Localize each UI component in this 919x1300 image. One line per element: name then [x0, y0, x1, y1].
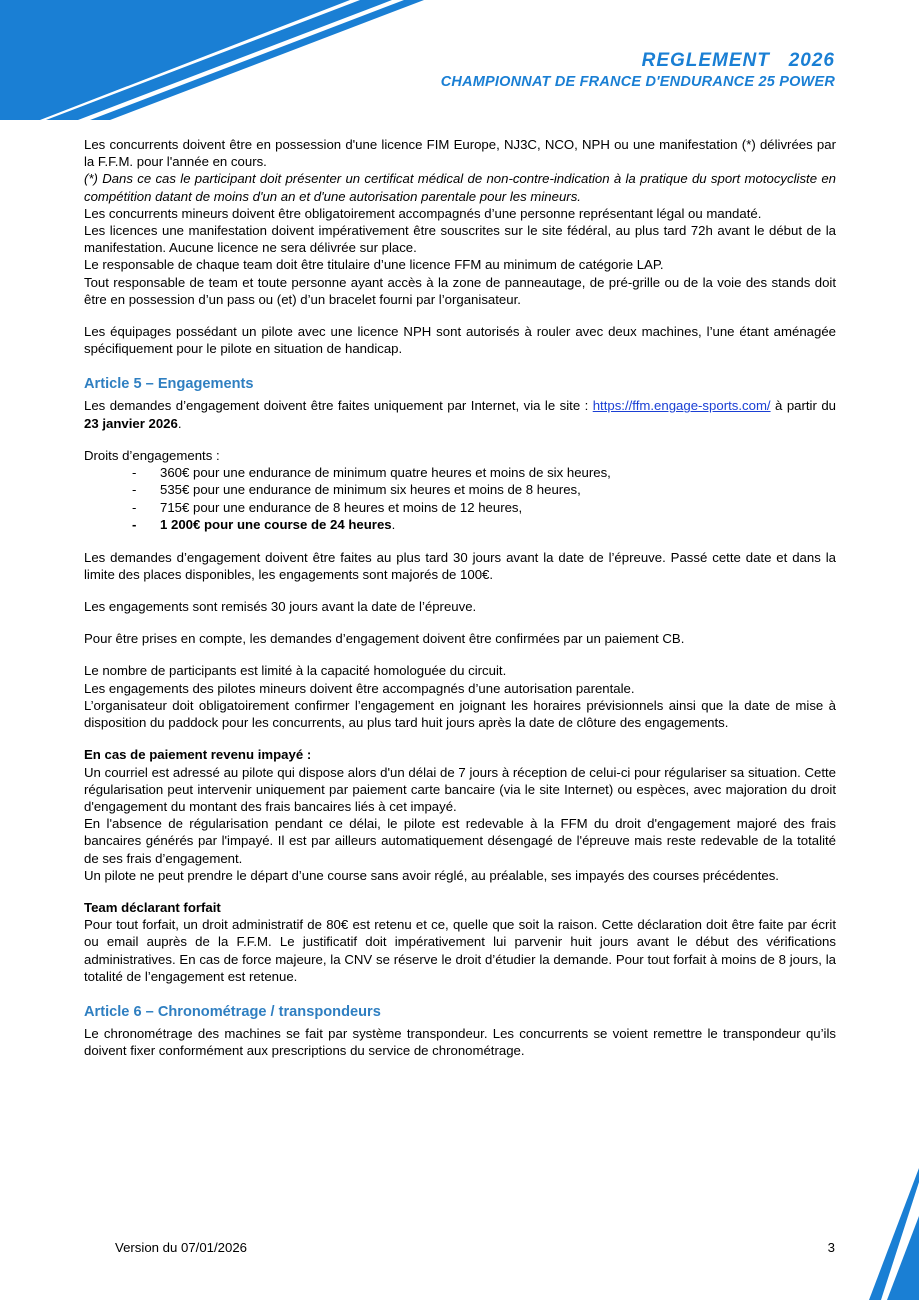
paragraph-impaye-3: Un pilote ne peut prendre le départ d’une course sans avoir réglé, au préalable, ses impayés des courses précédentes.: [84, 867, 779, 883]
paragraph-impaye-1: Un courriel est adressé au pilote qui dispose alors d'un délai de 7 jours à réception de celui-ci pour régulariser sa situation. Cette régularisation peut intervenir uniquement par paiement carte bancaire (via le site Internet) ou espèces, avec majoration du droit d'engagement du montant des frais bancaires liés à cet impayé.: [84, 764, 836, 814]
document-title-line: [441, 50, 835, 72]
droits-engagements-label: Droits d’engagements :: [84, 447, 220, 463]
document-year: 2026: [788, 50, 835, 71]
paragraph-nombre-participants: Le nombre de participants est limité à la capacité homologuée du circuit.: [84, 663, 507, 679]
list-item-label: 715€ pour une endurance de 8 heures et moins de 12 heures,: [160, 499, 523, 515]
paragraph-pass-bracelet: Tout responsable de team et toute personne ayant accès à la zone de panneautage, de pré-grille ou de la voie des stands doit être en possession d’un pass ou (et) d’un bracelet fourni par l’organisateur.: [84, 274, 836, 307]
list-item-label: 535€ pour une endurance de minimum six heures et moins de 8 heures,: [160, 482, 581, 498]
footer-decoration: [739, 1120, 919, 1300]
engagement-site-link[interactable]: https://ffm.engage-sports.com/: [592, 398, 771, 414]
document-title: REGLEMENT: [641, 50, 770, 71]
document-header-titles: [441, 50, 835, 92]
paragraph-forfait: Pour tout forfait, un droit administratif de 80€ est retenu et ce, quelle que soit la raison. Cette déclaration doit être faite par écrit ou email auprès de la F.F.M. Le justificatif doit impérativement lui parvenir huit jours avant le début des vérifications administratives. En cas de force majeure, la CNV se réserve le droit d’étudier la demande. Pour tout forfait à moins de 8 jours, la totalité de l’engagement est retenue.: [84, 917, 836, 984]
list-dash: -: [132, 499, 137, 515]
droits-engagements-list: [84, 464, 836, 534]
paragraph-mineurs: Les concurrents mineurs doivent être obligatoirement accompagnés d’une personne représentant légal ou mandaté.: [84, 205, 762, 221]
paragraph-chronometrage: Le chronométrage des machines se fait par système transpondeur. Les concurrents se voient remettre le transpondeur qu’ils doivent fixer conformément aux prescriptions du service de chronométrage.: [84, 1025, 836, 1059]
engagement-apartir-text: à partir du: [770, 398, 836, 414]
list-item: [84, 481, 836, 498]
section-title-article-5: Article 5 – Engagements: [84, 376, 254, 393]
list-item: [84, 464, 836, 481]
footer-version: Version du 07/01/2026: [115, 1240, 247, 1255]
paragraph-licences: Les concurrents doivent être en possession d'une licence FIM Europe, NJ3C, NCO, NPH ou une manifestation (*) délivrées par la F.F.M. pour l'année en cours.: [84, 137, 836, 170]
list-dash: -: [132, 517, 137, 533]
engagement-intro-text: Les demandes d’engagement doivent être faites uniquement par Internet, via le site :: [84, 398, 593, 414]
paragraph-souscription: Les licences une manifestation doivent impérativement être souscrites sur le site fédéral, au plus tard 72h avant le début de la manifestation. Aucune licence ne sera délivrée sur place.: [84, 223, 836, 256]
paragraph-responsable-team: Le responsable de chaque team doit être titulaire d’une licence FFM au minimum de catégorie LAP.: [84, 257, 664, 273]
document-subtitle: CHAMPIONNAT DE FRANCE D'ENDURANCE 25 POWER: [440, 74, 835, 90]
footer-page-number: 3: [827, 1240, 835, 1255]
subheading-paiement-impaye: En cas de paiement revenu impayé :: [84, 747, 312, 763]
list-dash: -: [132, 482, 137, 498]
paragraph-paiement-cb: Pour être prises en compte, les demandes d’engagement doivent être confirmées par un paiement CB.: [84, 631, 685, 647]
paragraph-organisateur-confirmation: L’organisateur doit obligatoirement confirmer l’engagement en joignant les horaires prévisionnels ainsi que la date de mise à disposition du paddock pour les concurrents, au plus tard huit jours après la date de clôture des engagements.: [84, 697, 836, 731]
page-content: [84, 136, 836, 1059]
engagement-open-date: 23 janvier 2026: [84, 415, 178, 431]
list-item: [84, 516, 836, 533]
list-item-suffix: .: [391, 517, 396, 533]
paragraph-asterisk-note: (*) Dans ce cas le participant doit présenter un certificat médical de non-contre-indication à la pratique du sport motocycliste en compétition datant de moins d'un an et d'une autorisation parentale pour les mineurs.: [84, 171, 836, 204]
paragraph-engagement-internet: [84, 397, 836, 431]
subheading-team-forfait: Team déclarant forfait: [84, 899, 221, 915]
list-item: [84, 499, 836, 516]
paragraph-delai-engagement: Les demandes d’engagement doivent être faites au plus tard 30 jours avant la date de l’épreuve. Passé cette date et dans la limite des places disponibles, les engagements sont majorés de 100€.: [84, 549, 836, 582]
list-item-label: 1 200€ pour une course de 24 heures: [160, 517, 392, 533]
list-dash: -: [132, 465, 137, 481]
paragraph-remise-engagements: Les engagements sont remisés 30 jours avant la date de l’épreuve.: [84, 599, 477, 615]
engagement-intro-end: .: [177, 415, 182, 431]
list-item-label: 360€ pour une endurance de minimum quatre heures et moins de six heures,: [160, 465, 611, 481]
page-footer: [115, 1240, 835, 1255]
paragraph-impaye-2: En l'absence de régularisation pendant ce délai, le pilote est redevable à la FFM du droit d'engagement majoré des frais bancaires générés par l'impayé. Il est par ailleurs automatiquement désengagé de l'épreuve mais reste redevable de la totalité de ses frais d’engagement.: [84, 816, 836, 866]
paragraph-mineurs-autorisation: Les engagements des pilotes mineurs doivent être accompagnés d’une autorisation parentale.: [84, 680, 635, 696]
section-title-article-6: Article 6 – Chronométrage / transpondeurs: [84, 1003, 381, 1020]
paragraph-nph-equipages: Les équipages possédant un pilote avec une licence NPH sont autorisés à rouler avec deux machines, l’une étant aménagée spécifiquement pour le pilote en situation de handicap.: [84, 324, 836, 357]
